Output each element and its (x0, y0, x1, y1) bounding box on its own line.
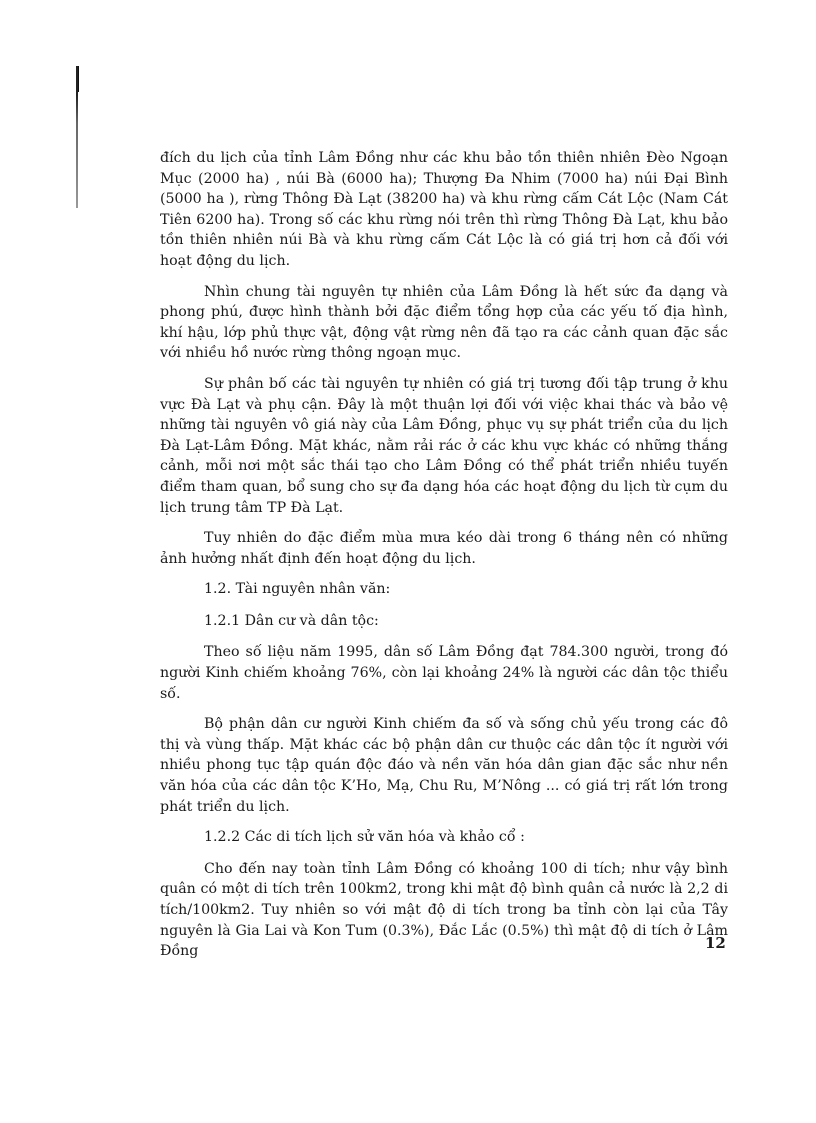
section-heading-human-resources: 1.2. Tài nguyên nhân văn: (204, 581, 391, 598)
paragraph-rainy-season: Tuy nhiên do đặc điểm mùa mưa kéo dài trong 6 tháng nên có những ảnh hưởng nhất định đến hoạt động du lịch. (160, 530, 728, 567)
paragraph-population-stats: Theo số liệu năm 1995, dân số Lâm Đồng đạt 784.300 người, trong đó người Kinh chiếm khoảng 76%, còn lại khoảng 24% là người các dân tộc thiểu số. (160, 644, 728, 702)
paragraph-site-density: Cho đến nay toàn tỉnh Lâm Đồng có khoảng 100 di tích; như vậy bình quân có một di tích trên 100km2, trong khi mật độ bình quân cả nước là 2,2 di tích/100km2. Tuy nhiên so với mật độ di tích trong ba tỉnh còn lại của Tây nguyên là Gia Lai và Kon Tum (0.3%), Đắc Lắc (0.5%) thì mật độ di tích ở Lâm Đồng (160, 860, 728, 960)
section-heading-historical-sites: 1.2.2 Các di tích lịch sử văn hóa và khảo cổ : (204, 829, 525, 846)
scan-margin-line (76, 66, 78, 208)
document-body (160, 148, 728, 972)
paragraph-resource-distribution: Sự phân bố các tài nguyên tự nhiên có giá trị tương đối tập trung ở khu vực Đà Lạt và phụ cận. Đây là một thuận lợi đối với việc khai thác và bảo vệ những tài nguyên vô giá này của Lâm Đồng, phục vụ sự phát triển của du lịch Đà Lạt-Lâm Đồng. Mặt khác, nằm rải rác ở các khu vực khác có những thắng cảnh, mỗi nơi một sắc thái tạo cho Lâm Đồng có thể phát triển nhiều tuyến điểm tham quan, bổ sung cho sự đa dạng hóa các hoạt động du lịch từ cụm du lịch trung tâm TP Đà Lạt. (160, 375, 728, 516)
page-number: 12 (705, 934, 726, 952)
paragraph-continued: đích du lịch của tỉnh Lâm Đồng như các khu bảo tồn thiên nhiên Đèo Ngoạn Mục (2000 ha) , núi Bà (6000 ha); Thượng Đa Nhim (7000 ha) núi Đại Bình (5000 ha ), rừng Thông Đà Lạt (38200 ha) và khu rừng cấm Cát Lộc (Nam Cát Tiên 6200 ha). Trong số các khu rừng nói trên thì rừng Thông Đà Lạt, khu bảo tồn thiên nhiên núi Bà và khu rừng cấm Cát Lộc là có giá trị hơn cả đối với hoạt động du lịch. (160, 150, 728, 269)
paragraph-ethnic-groups: Bộ phận dân cư người Kinh chiếm đa số và sống chủ yếu trong các đô thị và vùng thấp. Mặt khác các bộ phận dân cư thuộc các dân tộc ít người với nhiều phong tục tập quán độc đáo và nền văn hóa dân gian đặc sắc như nền văn hóa của các dân tộc K’Ho, Mạ, Chu Ru, M’Nông ... có giá trị rất lớn trong phát triển du lịch. (160, 716, 728, 815)
section-heading-population: 1.2.1 Dân cư và dân tộc: (204, 612, 379, 629)
paragraph-natural-resources-summary: Nhìn chung tài nguyên tự nhiên của Lâm Đồng là hết sức đa dạng và phong phú, được hình thành bởi đặc điểm tổng hợp của các yếu tố địa hình, khí hậu, lớp phủ thực vật, động vật rừng nên đã tạo ra các cảnh quan đặc sắc với nhiều hồ nước rừng thông ngoạn mục. (160, 283, 728, 362)
